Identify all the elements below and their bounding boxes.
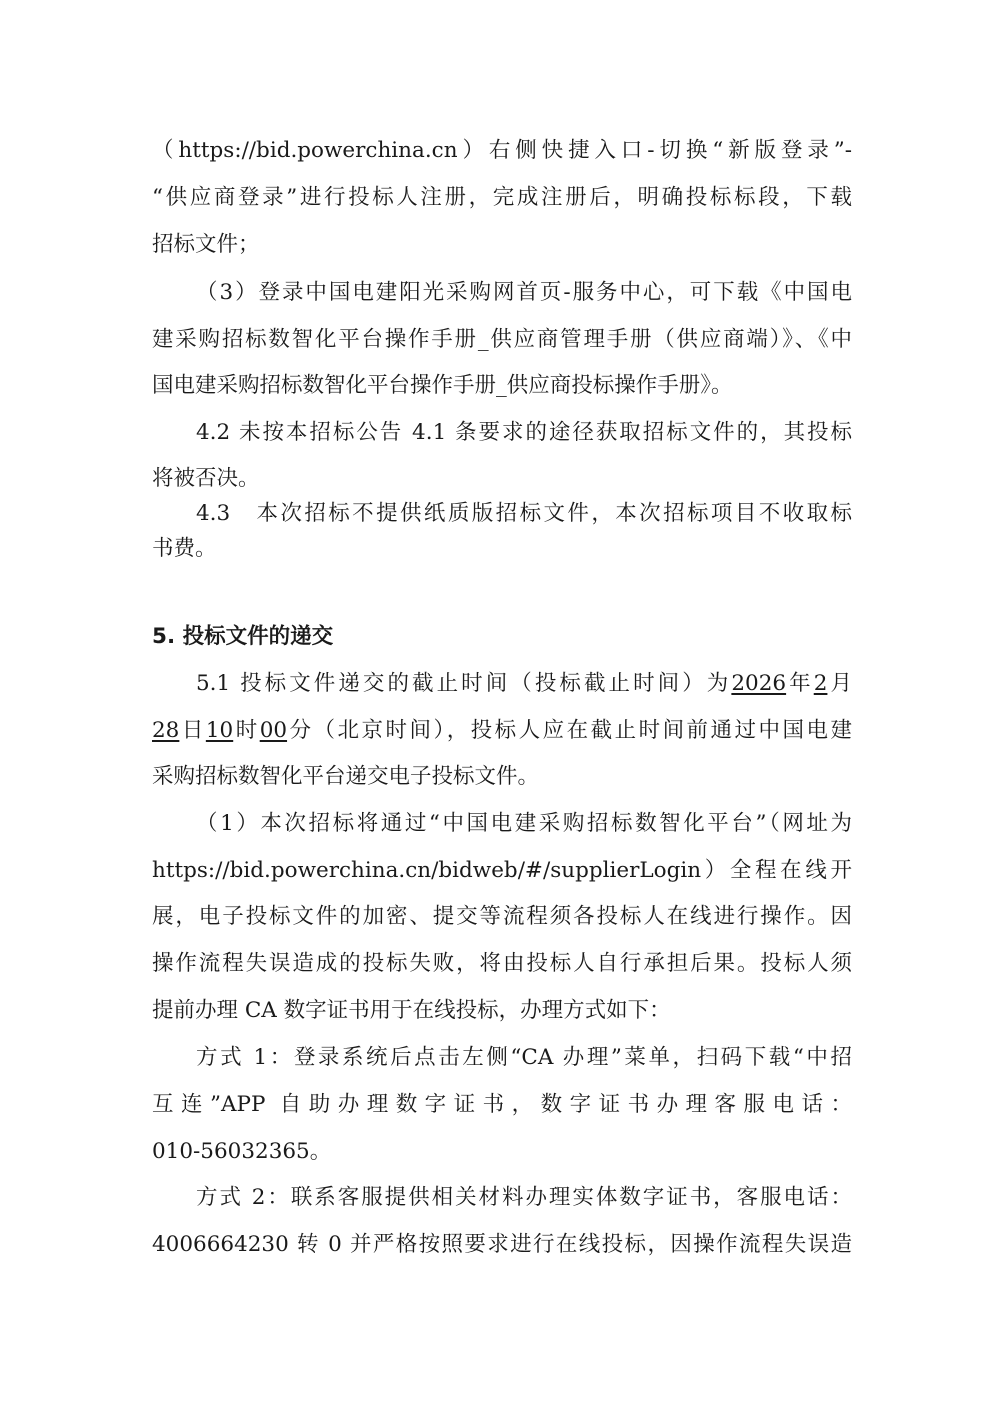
paragraph-line <box>152 714 852 748</box>
paragraph-line: 010-56032365。 <box>152 1139 332 1164</box>
deadline-month: 2 <box>813 671 828 696</box>
paragraph-line: 提前办理 CA 数字证书用于在线投标，办理方式如下： <box>152 998 671 1023</box>
text-run: 年 <box>786 671 814 696</box>
text-run: 5.1 投标文件递交的截止时间（投标截止时间）为 <box>196 671 732 696</box>
paragraph-line: 招标文件； <box>152 232 260 257</box>
paragraph-line: 互连”APP 自助办理数字证书，数字证书办理客服电话： <box>152 1092 852 1117</box>
text-run: 日 <box>179 718 206 743</box>
paragraph-line: 4006664230 转 0 并严格按照要求进行在线投标，因操作流程失误造 <box>152 1232 852 1257</box>
deadline-year: 2026 <box>731 671 787 696</box>
paragraph-line: 展，电子投标文件的加密、提交等流程须各投标人在线进行操作。因 <box>152 904 852 929</box>
text-run: 月 <box>827 671 852 696</box>
paragraph-line: 建采购招标数智化平台操作手册_供应商管理手册（供应商端）》、《中 <box>152 327 852 352</box>
deadline-minute: 00 <box>259 718 288 743</box>
paragraph-line <box>196 667 852 701</box>
paragraph-line: 书费。 <box>152 536 217 561</box>
paragraph-line: 方式 2：联系客服提供相关材料办理实体数字证书，客服电话： <box>196 1185 852 1210</box>
text-run: 时 <box>233 718 260 743</box>
paragraph-line: 将被否决。 <box>152 466 260 491</box>
deadline-hour: 10 <box>205 718 234 743</box>
paragraph-line: （1）本次招标将通过“中国电建采购招标数智化平台”（网址为 <box>196 811 852 836</box>
paragraph-line: 方式 1：登录系统后点击左侧“CA 办理”菜单，扫码下载“中招 <box>196 1045 852 1070</box>
paragraph-line: 操作流程失误造成的投标失败，将由投标人自行承担后果。投标人须 <box>152 951 852 976</box>
section-heading: 5. 投标文件的递交 <box>152 624 334 649</box>
paragraph-line: “供应商登录”进行投标人注册，完成注册后，明确投标标段，下载 <box>152 185 852 210</box>
deadline-day: 28 <box>152 718 180 743</box>
paragraph-line: 国电建采购招标数智化平台操作手册_供应商投标操作手册》。 <box>152 373 733 398</box>
paragraph-line: （https://bid.powerchina.cn）右侧快捷入口-切换“新版登录”- <box>152 138 852 163</box>
paragraph-line: 4.2 未按本招标公告 4.1 条要求的途径获取招标文件的，其投标 <box>196 420 852 445</box>
text-run: 分（北京时间），投标人应在截止时间前通过中国电建 <box>287 718 852 743</box>
paragraph-line: （3）登录中国电建阳光采购网首页-服务中心，可下载《中国电 <box>196 280 852 305</box>
paragraph-line: 4.3 本次招标不提供纸质版招标文件，本次招标项目不收取标 <box>196 501 852 526</box>
paragraph-line: 采购招标数智化平台递交电子投标文件。 <box>152 764 540 789</box>
paragraph-line: https://bid.powerchina.cn/bidweb/#/supplierLogin）全程在线开 <box>152 858 852 883</box>
